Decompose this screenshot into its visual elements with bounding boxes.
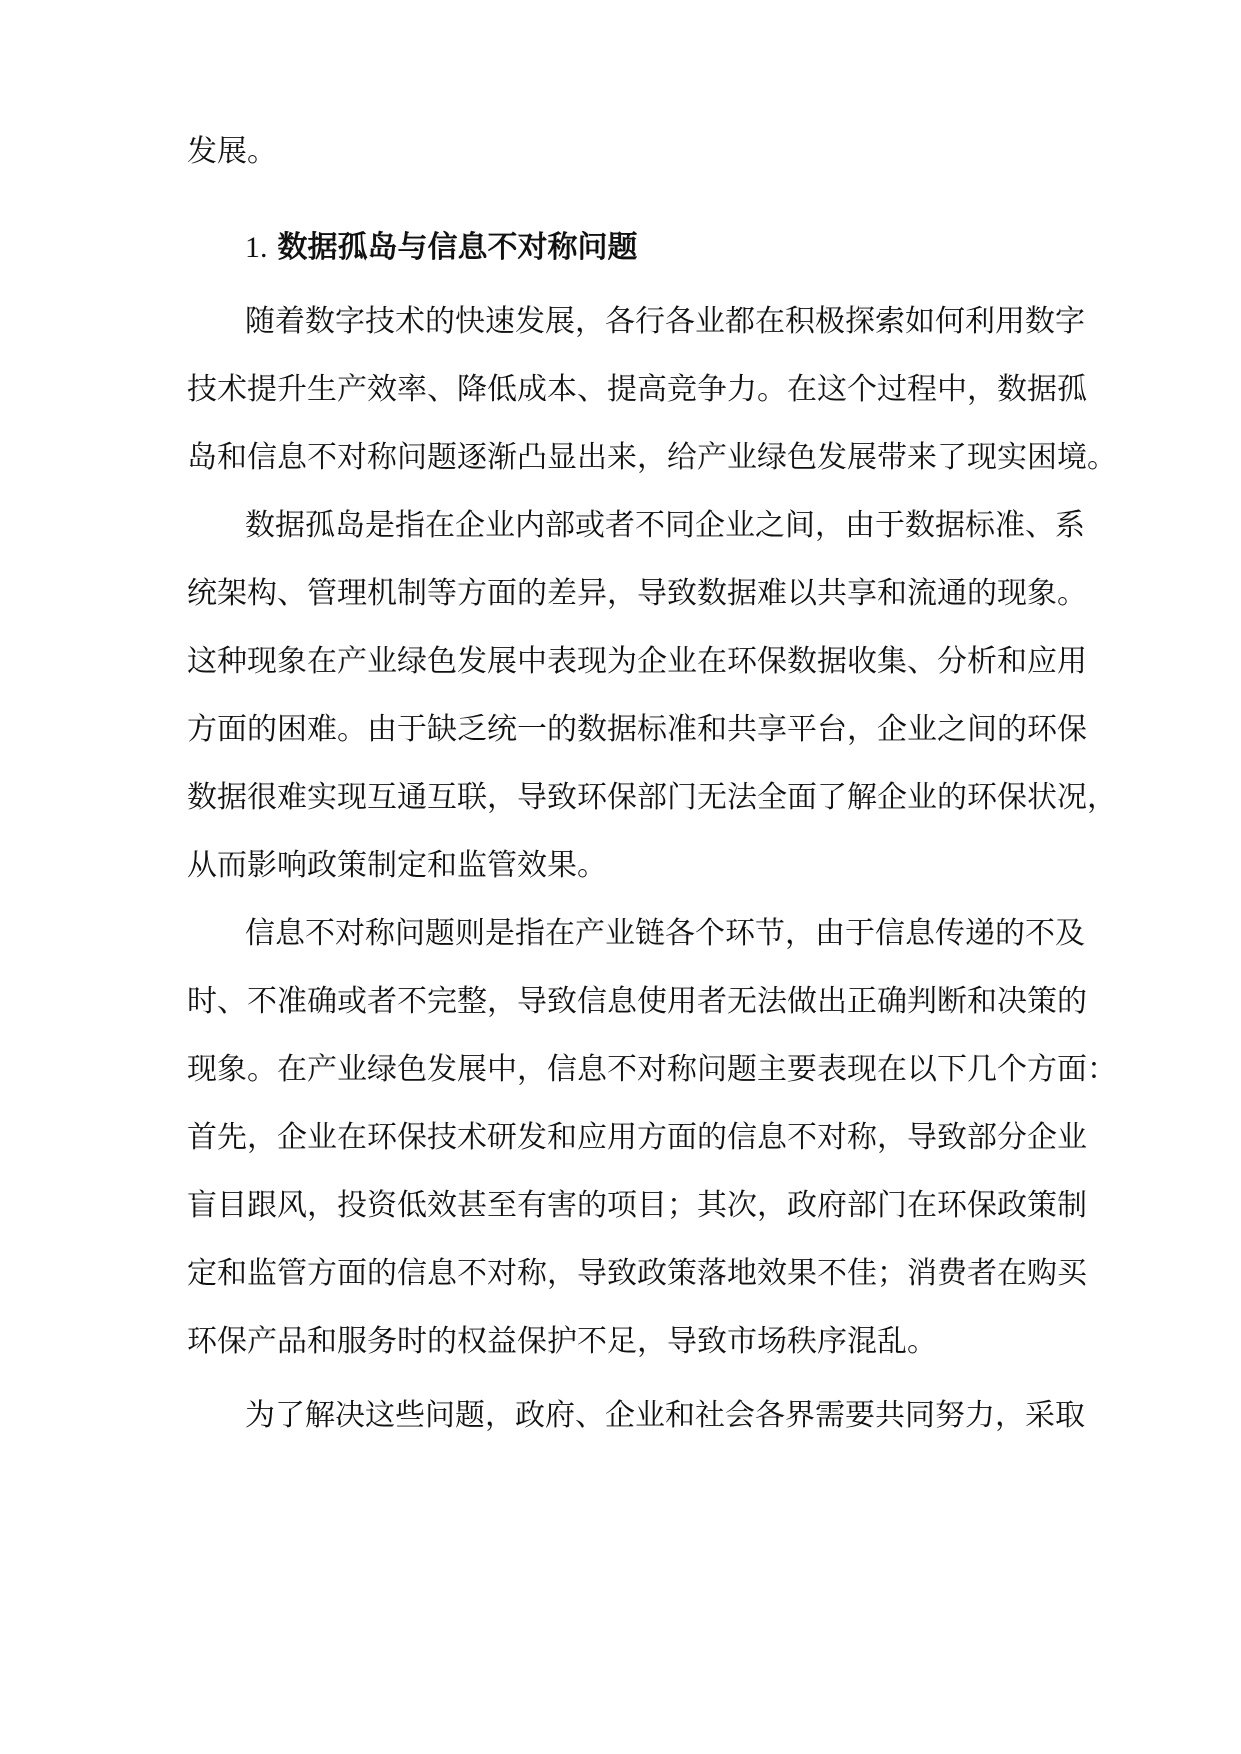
paragraph-line: 首先，企业在环保技术研发和应用方面的信息不对称，导致部分企业 <box>187 1120 1087 1155</box>
paragraph-line: 定和监管方面的信息不对称，导致政策落地效果不佳；消费者在购买 <box>187 1256 1087 1291</box>
paragraph-line: 方面的困难。由于缺乏统一的数据标准和共享平台，企业之间的环保 <box>187 712 1087 747</box>
paragraph-line: 现象。在产业绿色发展中，信息不对称问题主要表现在以下几个方面： <box>187 1052 1117 1087</box>
paragraph-line: 时、不准确或者不完整，导致信息使用者无法做出正确判断和决策的 <box>187 984 1087 1019</box>
section-heading <box>245 228 638 268</box>
paragraph-line: 岛和信息不对称问题逐渐凸显出来，给产业绿色发展带来了现实困境。 <box>187 440 1117 475</box>
paragraph-line: 信息不对称问题则是指在产业链各个环节，由于信息传递的不及 <box>245 916 1085 951</box>
paragraph-line: 为了解决这些问题，政府、企业和社会各界需要共同努力，采取 <box>245 1398 1085 1433</box>
paragraph-line: 数据很难实现互通互联，导致环保部门无法全面了解企业的环保状况， <box>187 780 1117 815</box>
paragraph-line: 环保产品和服务时的权益保护不足，导致市场秩序混乱。 <box>187 1324 937 1359</box>
paragraph-line: 数据孤岛是指在企业内部或者不同企业之间，由于数据标准、系 <box>245 508 1085 543</box>
paragraph-line: 从而影响政策制定和监管效果。 <box>187 848 607 883</box>
section-title: 数据孤岛与信息不对称问题 <box>277 230 638 265</box>
paragraph-line: 技术提升生产效率、降低成本、提高竞争力。在这个过程中，数据孤 <box>187 372 1087 407</box>
paragraph-line: 统架构、管理机制等方面的差异，导致数据难以共享和流通的现象。 <box>187 576 1087 611</box>
section-number: 1. <box>245 231 268 264</box>
paragraph-line: 盲目跟风，投资低效甚至有害的项目；其次，政府部门在环保政策制 <box>187 1188 1087 1223</box>
paragraph-line: 这种现象在产业绿色发展中表现为企业在环保数据收集、分析和应用 <box>187 644 1087 679</box>
paragraph-line: 发展。 <box>187 134 277 169</box>
paragraph-line: 随着数字技术的快速发展，各行各业都在积极探索如何利用数字 <box>245 304 1085 339</box>
